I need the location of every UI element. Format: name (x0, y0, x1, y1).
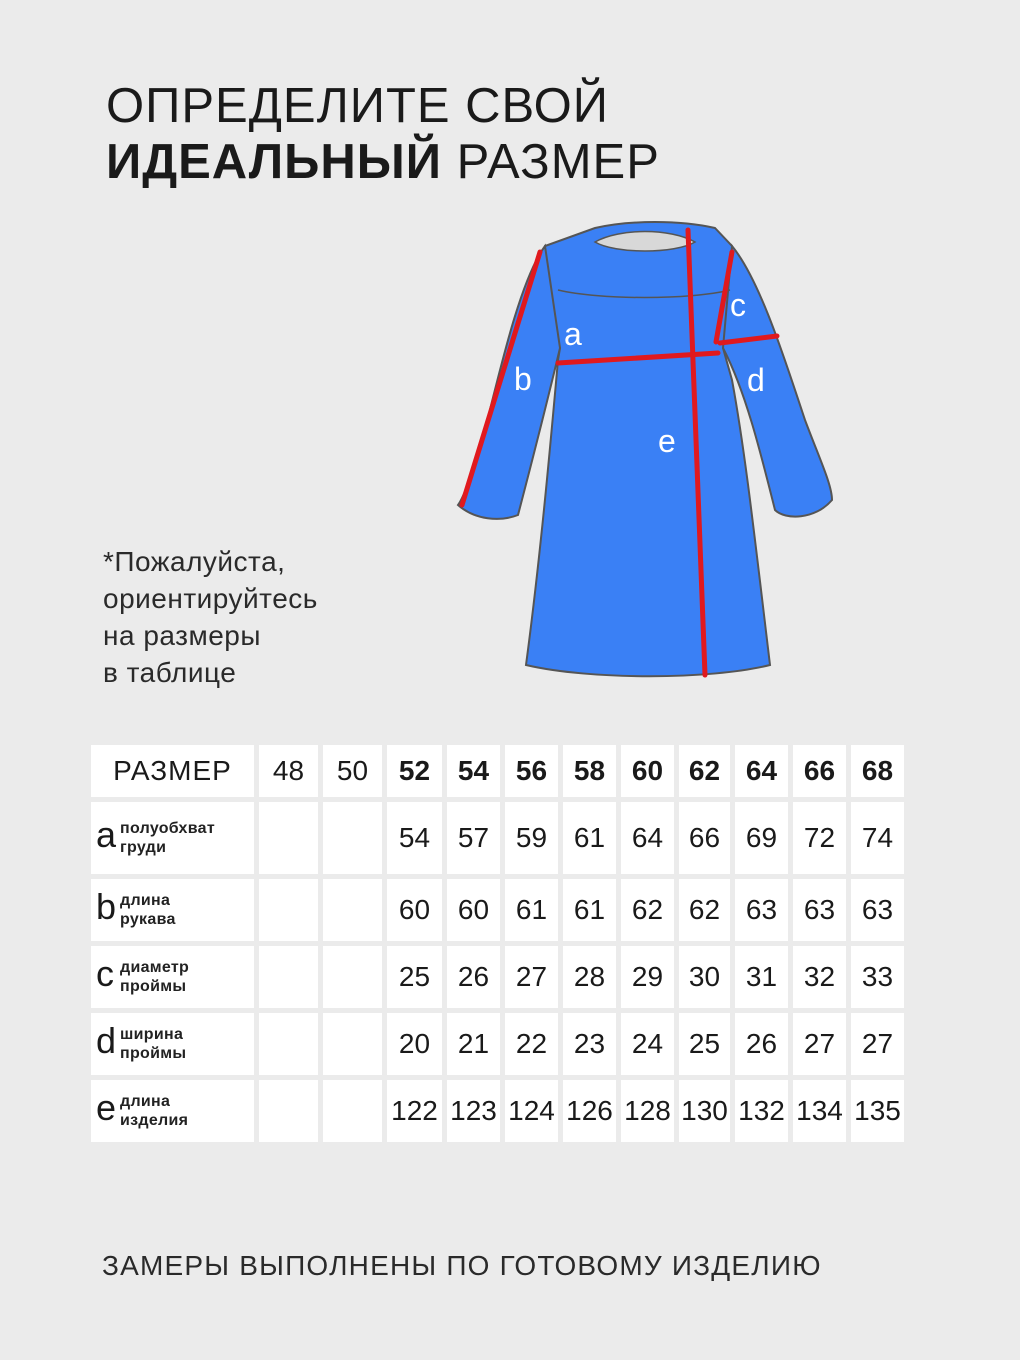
row-letter: b (96, 886, 117, 927)
table-cell: 25 (387, 946, 442, 1008)
table-row (91, 946, 904, 1008)
table-row (91, 879, 904, 941)
table-cell: 72 (793, 802, 846, 874)
note-line: *Пожалуйста, (103, 546, 286, 577)
table-cell: 126 (563, 1080, 616, 1142)
size-header: 50 (323, 745, 382, 797)
size-header: 52 (387, 745, 442, 797)
table-cell: 31 (735, 946, 788, 1008)
label-c: c (730, 287, 746, 323)
table-cell: 28 (563, 946, 616, 1008)
size-header: 58 (563, 745, 616, 797)
table-cell: 33 (851, 946, 904, 1008)
table-header-row (91, 745, 904, 797)
table-cell: 62 (679, 879, 730, 941)
label-d: d (747, 362, 765, 398)
size-header: 60 (621, 745, 674, 797)
table-cell: 74 (851, 802, 904, 874)
table-cell: 122 (387, 1080, 442, 1142)
size-header: 48 (259, 745, 318, 797)
row-letter: e (96, 1087, 117, 1128)
row-label (91, 946, 254, 1008)
table-cell: 134 (793, 1080, 846, 1142)
table-cell: 69 (735, 802, 788, 874)
table-cell: 22 (505, 1013, 558, 1075)
row-desc: изделия (120, 1112, 189, 1129)
table-cell (323, 802, 382, 874)
table-cell: 26 (735, 1013, 788, 1075)
size-header: 68 (851, 745, 904, 797)
table-cell: 61 (505, 879, 558, 941)
table-cell: 57 (447, 802, 500, 874)
row-desc: проймы (120, 978, 187, 995)
dress-measurement-diagram (440, 220, 850, 690)
table-cell: 63 (851, 879, 904, 941)
row-desc: длина (120, 1093, 171, 1110)
row-letter: d (96, 1020, 117, 1061)
row-desc: груди (120, 839, 167, 856)
table-row (91, 1013, 904, 1075)
note-line: ориентируйтесь (103, 583, 318, 614)
table-cell: 60 (387, 879, 442, 941)
row-desc: проймы (120, 1045, 187, 1062)
row-desc: ширина (120, 1026, 184, 1043)
size-header: 64 (735, 745, 788, 797)
table-cell: 27 (505, 946, 558, 1008)
row-label (91, 802, 254, 874)
table-cell: 64 (621, 802, 674, 874)
note-line: в таблице (103, 657, 237, 688)
table-cell: 63 (793, 879, 846, 941)
table-cell: 59 (505, 802, 558, 874)
row-desc: рукава (120, 911, 176, 928)
row-letter: a (96, 814, 117, 855)
label-e: e (658, 423, 676, 459)
table-cell: 21 (447, 1013, 500, 1075)
table-cell: 20 (387, 1013, 442, 1075)
table-cell: 128 (621, 1080, 674, 1142)
title-line-2 (106, 134, 660, 190)
table-row (91, 1080, 904, 1142)
left-sleeve (458, 246, 560, 519)
table-cell: 29 (621, 946, 674, 1008)
header-label: РАЗМЕР (91, 745, 254, 797)
row-label (91, 879, 254, 941)
table-cell: 27 (793, 1013, 846, 1075)
title-line-1: ОПРЕДЕЛИТЕ СВОЙ (106, 79, 609, 133)
table-cell: 26 (447, 946, 500, 1008)
table-cell (259, 879, 318, 941)
table-cell: 124 (505, 1080, 558, 1142)
title-rest-word: РАЗМЕР (456, 135, 660, 189)
table-cell (323, 946, 382, 1008)
table-cell (259, 1013, 318, 1075)
row-desc: полуобхват (120, 820, 216, 837)
table-cell (323, 1013, 382, 1075)
table-cell: 27 (851, 1013, 904, 1075)
size-header: 56 (505, 745, 558, 797)
table-cell: 130 (679, 1080, 730, 1142)
row-letter: c (96, 953, 114, 994)
table-cell: 61 (563, 879, 616, 941)
table-cell: 30 (679, 946, 730, 1008)
table-cell: 61 (563, 802, 616, 874)
title-bold-word: ИДЕАЛЬНЫЙ (106, 135, 442, 189)
table-cell: 135 (851, 1080, 904, 1142)
table-cell: 24 (621, 1013, 674, 1075)
page-title (106, 78, 660, 190)
table-cell: 63 (735, 879, 788, 941)
table-cell (259, 1080, 318, 1142)
table-cell: 32 (793, 946, 846, 1008)
size-header: 66 (793, 745, 846, 797)
table-cell: 123 (447, 1080, 500, 1142)
label-a: a (564, 316, 582, 352)
size-table (86, 740, 909, 1147)
table-cell: 60 (447, 879, 500, 941)
row-desc: длина (120, 892, 171, 909)
table-cell: 66 (679, 802, 730, 874)
table-cell: 25 (679, 1013, 730, 1075)
row-label (91, 1013, 254, 1075)
row-desc: диаметр (120, 959, 190, 976)
label-b: b (514, 361, 532, 397)
table-row (91, 802, 904, 874)
note-line: на размеры (103, 620, 262, 651)
table-cell: 23 (563, 1013, 616, 1075)
table-cell (259, 802, 318, 874)
size-note (103, 543, 318, 691)
row-label (91, 1080, 254, 1142)
table-cell (323, 879, 382, 941)
size-header: 54 (447, 745, 500, 797)
table-cell (323, 1080, 382, 1142)
table-cell: 54 (387, 802, 442, 874)
table-cell: 132 (735, 1080, 788, 1142)
table-cell (259, 946, 318, 1008)
footer-note: ЗАМЕРЫ ВЫПОЛНЕНЫ ПО ГОТОВОМУ ИЗДЕЛИЮ (102, 1250, 822, 1281)
size-header: 62 (679, 745, 730, 797)
table-cell: 62 (621, 879, 674, 941)
